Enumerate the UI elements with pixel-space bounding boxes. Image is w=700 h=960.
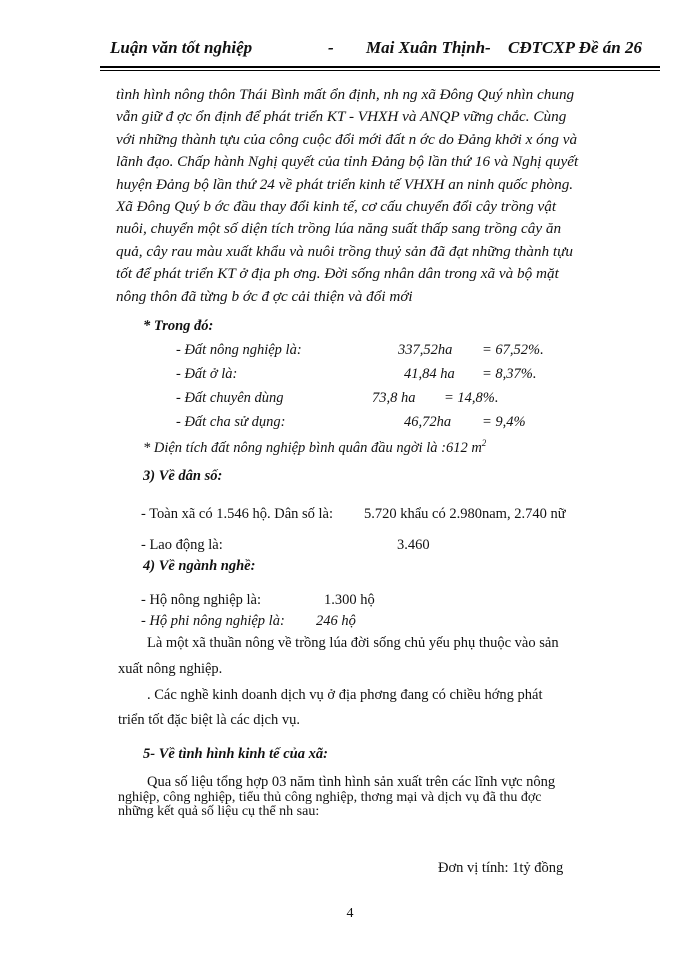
header-rule (100, 66, 660, 68)
intro-line: nông thôn đã từng b ớc đ ợc cải thiện và đổi mới (116, 287, 413, 305)
intro-line: Xã Đông Quý b ớc đầu thay đổi kinh tế, cơ cấu chuyển đổi cây trồng vật (116, 198, 557, 216)
economy-line: nghiệp, công nghiệp, tiểu thủ công nghiệp, thơng mại và dịch vụ đã thu đợc (118, 790, 542, 805)
page-header (110, 32, 660, 64)
per-capita-sup: 2 (481, 438, 487, 448)
economy-heading: 5- Về tình hình kinh tế của xã: (143, 746, 328, 762)
page-number: 4 (346, 906, 354, 921)
occupation-para-line: . Các nghề kinh doanh dịch vụ ở địa phơng đang có chiều hớng phát (147, 687, 543, 703)
farm-households-value: 1.300 hộ (324, 592, 375, 608)
per-capita-line (143, 438, 486, 457)
nonfarm-households-label: - Hộ phi nông nghiệp là: (141, 613, 285, 629)
labor-label: - Lao động là: (141, 537, 223, 553)
intro-line: tình hình nông thôn Thái Bình mất ổn định, nh ng xã Đông Quý nhìn chung (116, 86, 575, 103)
occupation-para-line: triển tốt đặc biệt là các dịch vụ. (118, 712, 300, 728)
land-row-area: 73,8 ha (372, 390, 416, 406)
occupation-heading: 4) Về ngành nghề: (143, 558, 256, 574)
intro-line: lãnh đạo. Chấp hành Nghị quyết của tỉnh Đảng bộ lần thứ 16 và Nghị quyết (116, 153, 579, 171)
economy-line: Qua số liệu tổng hợp 03 năm tình hình sản xuất trên các lĩnh vực nông (147, 774, 556, 790)
economy-line: những kết quả số liệu cụ thể nh sau: (118, 804, 320, 819)
population-line: 5.720 khẩu có 2.980nam, 2.740 nữ (364, 506, 566, 522)
header-title: Luận văn tốt nghiệp (110, 38, 253, 57)
land-row-label: - Đất ở là: (176, 366, 238, 382)
intro-line: nuôi, chuyển một số diện tích trồng lúa năng suất thấp sang trồng cây ăn (116, 220, 562, 238)
intro-line: quả, cây rau màu xuất khẩu và nuôi trồng thuỷ sản đã đạt những thành tựu (116, 242, 573, 260)
land-row-area: 41,84 ha (404, 366, 455, 382)
intro-line: huyện Đảng bộ lần thứ 24 về phát triển kinh tế VHXH an ninh quốc phòng. (116, 175, 574, 193)
land-row-pct: = 9,4% (482, 414, 526, 430)
header-author: Mai Xuân Thịnh (366, 38, 486, 57)
intro-line: tốt để phát triển KT ở địa ph ơng. Đời sống nhân dân trong xã và bộ mặt (116, 265, 559, 283)
households-line: - Toàn xã có 1.546 hộ. Dân số là: (141, 506, 334, 522)
labor-value: 3.460 (397, 537, 430, 553)
land-row-pct: = 67,52%. (482, 342, 544, 358)
land-row-label: - Đất cha sử dụng: (176, 414, 286, 430)
occupation-para-line: Là một xã thuần nông về trồng lúa đời sống chủ yếu phụ thuộc vào sản (147, 635, 559, 651)
header-dash: - (485, 38, 491, 57)
land-row-pct: = 8,37%. (482, 366, 537, 382)
currency-unit: Đơn vị tính: 1tỷ đồng (438, 860, 564, 876)
land-heading: * Trong đó: (143, 318, 214, 334)
intro-line: với những thành tựu của công cuộc đổi mới đất n ớc do Đảng khởi x óng và (116, 130, 578, 148)
farm-households-label: - Hộ nông nghiệp là: (141, 592, 262, 608)
header-dash: - (328, 38, 334, 57)
population-heading: 3) Về dân số: (143, 468, 223, 484)
intro-paragraph (116, 84, 664, 308)
intro-line: vẫn giữ đ ợc ổn định để phát triển KT - VHXH và ANQP vững chắc. Cùng (116, 108, 567, 126)
per-capita-text: * Diện tích đất nông nghiệp bình quân đầu ngời là :612 m (143, 439, 482, 456)
nonfarm-households-value: 246 hộ (316, 613, 356, 629)
land-row-label: - Đất nông nghiệp là: (176, 342, 302, 358)
land-row-label: - Đất chuyên dùng (176, 390, 284, 406)
occupation-para-line: xuất nông nghiệp. (118, 661, 223, 677)
header-course: CĐTCXP Đề án 26 (508, 38, 642, 57)
land-row-area: 46,72ha (404, 414, 452, 430)
land-row-pct: = 14,8%. (444, 390, 499, 406)
header-rule-thin (100, 70, 660, 71)
land-row-area: 337,52ha (398, 342, 453, 358)
